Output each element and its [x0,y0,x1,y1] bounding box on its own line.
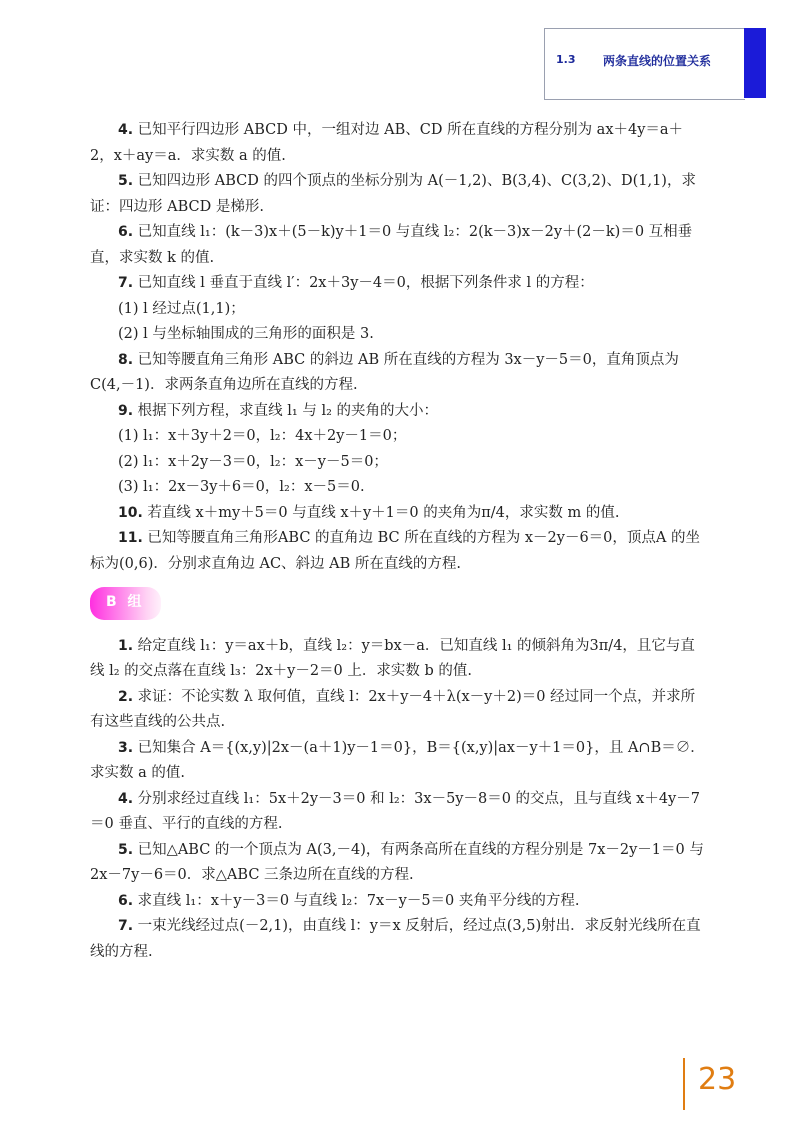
exercise-number: 10. [118,504,143,521]
exercise-item [90,736,706,787]
group-b-exercises [90,634,706,966]
exercise-subitem: (2) l 与坐标轴围成的三角形的面积是 3. [118,326,374,342]
exercise-item [90,889,706,915]
exercise-number: 7. [118,275,134,291]
exercise-item [90,220,706,271]
exercise-text: 已知等腰直角三角形 ABC 的斜边 AB 所在直线的方程为 3x－y－5＝0，直角顶点为C(4,－1)．求两条直角边所在直线的方程. [90,351,679,393]
exercise-number: 4. [118,790,134,807]
exercise-number: 5. [118,841,134,858]
section-title: 两条直线的位置关系 [603,54,712,68]
exercise-text: 已知等腰直角三角形ABC 的直角边 BC 所在直线的方程为 x－2y－6＝0，顶点A 的坐标为(0,6)．分别求直角边 AC、斜边 AB 所在直线的方程. [90,530,700,572]
exercise-content [90,118,706,965]
exercise-item [90,634,706,685]
exercise-number: 2. [118,688,134,705]
exercise-item [90,501,706,527]
exercise-subitem: (1) l 经过点(1,1)； [118,300,245,317]
page-number: 23 [698,1062,737,1097]
exercise-item [90,787,706,838]
exercise-item [90,685,706,736]
exercise-text: 已知平行四边形 ABCD 中，一组对边 AB、CD 所在直线的方程分别为 ax＋4y＝a＋2，x＋ay＝a．求实数 a 的值. [90,122,684,164]
exercise-number: 5. [118,173,134,189]
exercise-text: 已知直线 l 垂直于直线 l′：2x＋3y－4＝0，根据下列条件求 l 的方程： [137,275,594,291]
exercise-item [90,169,706,220]
exercise-number: 11. [118,530,143,546]
exercise-subitem: (1) l₁：x＋3y＋2＝0，l₂：4x＋2y－1＝0； [118,428,407,444]
exercise-text: 给定直线 l₁：y＝ax＋b，直线 l₂：y＝bx－a．已知直线 l₁ 的倾斜角为3π/4，且它与直线 l₂ 的交点落在直线 l₃：2x＋y－2＝0 上．求实数 b 的值. [90,637,695,679]
exercise-number: 4. [118,122,134,138]
section-number: 1.3 [556,53,576,66]
exercise-text: 分别求经过直线 l₁：5x＋2y－3＝0 和 l₂：3x－5y－8＝0 的交点，且与直线 x＋4y－7＝0 垂直、平行的直线的方程. [90,790,700,832]
exercise-text: 已知集合 A＝{(x,y)|2x－(a＋1)y－1＝0}，B＝{(x,y)|ax－y＋1＝0}，且 A∩B＝∅．求实数 a 的值. [90,739,705,781]
exercise-item [90,118,706,169]
group-b-badge: B 组 [90,587,161,620]
exercise-text: 已知△ABC 的一个顶点为 A(3,－4)，有两条高所在直线的方程分别是 7x－2y－1＝0 与 2x－7y－6＝0．求△ABC 三条边所在直线的方程. [90,841,704,883]
exercise-item [90,526,706,577]
exercise-number: 6. [118,892,134,909]
header-accent-bar [744,28,766,98]
exercise-item [90,838,706,889]
exercise-number: 6. [118,224,134,240]
exercise-subitem: (2) l₁：x＋2y－3＝0，l₂：x－y－5＝0； [118,453,388,470]
exercise-text: 已知四边形 ABCD 的四个顶点的坐标分别为 A(－1,2)、B(3,4)、C(3,2)、D(1,1)，求证：四边形 ABCD 是梯形. [90,173,696,215]
exercise-text: 根据下列方程，求直线 l₁ 与 l₂ 的夹角的大小： [137,402,439,419]
exercise-number: 9. [118,402,134,419]
exercise-item [90,914,706,965]
exercise-item [90,399,706,425]
exercise-text: 若直线 x＋my＋5＝0 与直线 x＋y＋1＝0 的夹角为π/4，求实数 m 的值. [147,504,620,521]
group-a-exercises [90,118,706,577]
exercise-text: 求直线 l₁：x＋y－3＝0 与直线 l₂：7x－y－5＝0 夹角平分线的方程. [137,892,580,909]
exercise-number: 3. [118,739,134,756]
exercise-text: 一束光线经过点(－2,1)，由直线 l：y＝x 反射后，经过点(3,5)射出．求反射光线所在直线的方程. [90,918,701,960]
exercise-text: 已知直线 l₁：(k－3)x＋(5－k)y＋1＝0 与直线 l₂：2(k－3)x－2y＋(2－k)＝0 互相垂直，求实数 k 的值. [90,224,693,266]
exercise-number: 1. [118,637,134,654]
exercise-text: 求证：不论实数 λ 取何值，直线 l：2x＋y－4＋λ(x－y＋2)＝0 经过同一个点，并求所有这些直线的公共点. [90,688,696,730]
exercise-number: 8. [118,351,134,368]
exercise-item [90,271,706,297]
exercise-number: 7. [118,918,134,934]
exercise-subitem: (3) l₁：2x－3y＋6＝0，l₂：x－5＝0. [118,479,365,495]
page-number-divider [683,1058,685,1110]
exercise-item [90,348,706,399]
